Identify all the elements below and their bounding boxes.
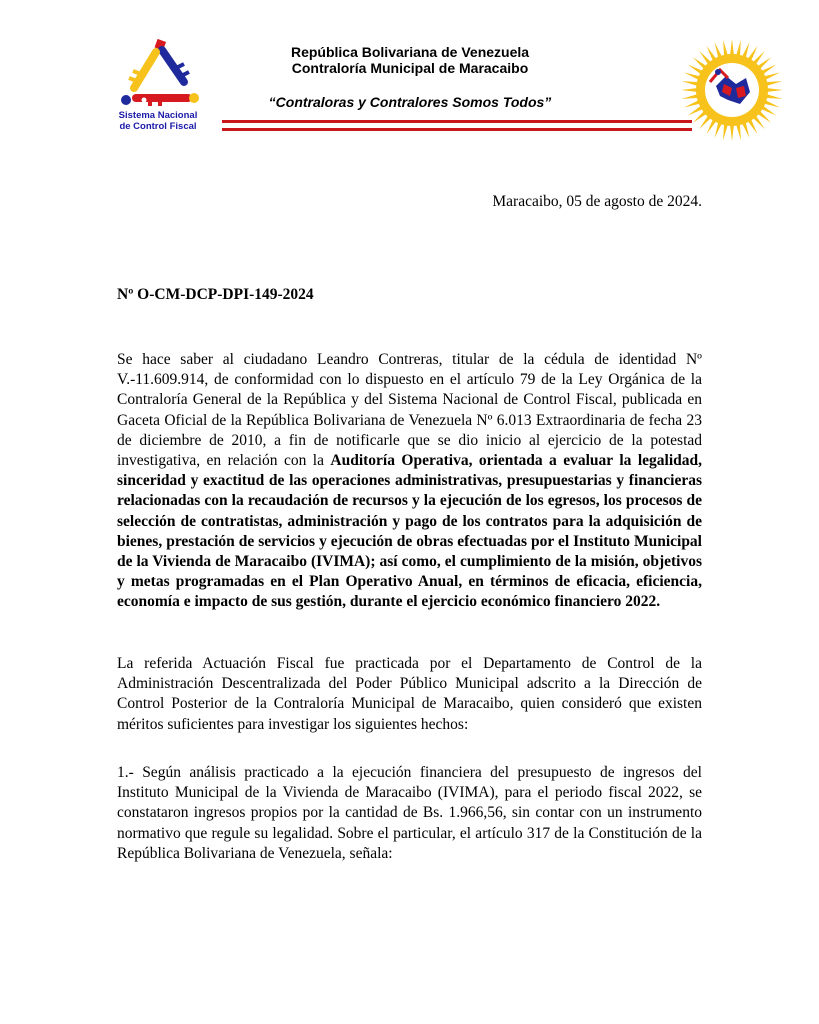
letterhead-titles [240, 44, 580, 110]
document-date: Maracaibo, 05 de agosto de 2024. [492, 193, 702, 210]
header-rule-bottom [222, 128, 692, 131]
contraloria-seal-logo [680, 38, 784, 142]
audit-scope-bold: Auditoría Operativa, orientada a evaluar la legalidad, sinceridad y exactitud de las operaciones administrativas, presupuestarias y financieras relacionadas con la recaudación de recursos y la ejecución de los egresos, los procesos de selección de contratistas, administración y pago de los contratos para la adquisición de bienes, prestación de servicios y ejecución de obras efectuadas por el Instituto Municipal de la Vivienda de Maracaibo (IVIMA); así como, el cumplimiento de la misión, objetivos y metas programadas en el Plan Operativo Anual, en términos de eficacia, eficiencia, economía e impacto de sus gestión, durante el ejercicio económico financiero 2022. [117, 452, 702, 611]
notification-intro: Se hace saber al ciudadano Leandro Contreras, titular de la cédula de identidad Nº V.-11.609.914, de conformidad con lo dispuesto en el artículo 79 de la Ley Orgánica de la Contraloría General de la República y del Sistema Nacional de Control Fiscal, publicada en Gaceta Oficial de la República Bolivariana de Venezuela Nº 6.013 Extraordinaria de fecha 23 de diciembre de 2010, a fin de notificarle que se dio inicio al ejercicio de la potestad investigativa, en relación con la [117, 351, 702, 470]
sun-ray [681, 88, 698, 92]
title-contraloria: Contraloría Municipal de Maracaibo [291, 60, 529, 76]
fiscal-action-paragraph: La referida Actuación Fiscal fue practicada por el Departamento de Control de la Administración Descentralizada del Poder Público Municipal adscrito a la Dirección de Control Posterior de la Contraloría Municipal de Maracaibo, quien consideró que existen méritos suficientes para investigar los siguientes hechos: [117, 655, 702, 733]
motto: “Contraloras y Contralores Somos Todos” [268, 94, 552, 110]
notification-paragraph [117, 350, 702, 613]
sun-ray [730, 124, 734, 141]
finding-1-paragraph: 1.- Según análisis practicado a la ejecución financiera del presupuesto de ingresos del Instituto Municipal de la Vivienda de Maracaibo (IVIMA), para el periodo fiscal 2022, se constataron ingresos propios por la cantidad de Bs. 1.966,56, sin contar con un instrumento normativo que regule su legalidad. Sobre el particular, el artículo 317 de la Constitución de la República Bolivariana de Venezuela, señala: [117, 764, 702, 862]
sun-ray [766, 88, 783, 92]
reference-number: Nº O-CM-DCP-DPI-149-2024 [117, 286, 314, 303]
title-republic: República Bolivariana de Venezuela [290, 44, 530, 60]
sun-seal-icon [680, 38, 784, 142]
sncf-logo [108, 38, 208, 148]
letterhead [0, 0, 819, 160]
key-triangle-icon [114, 38, 202, 110]
sncf-logo-line2: de Control Fiscal [119, 121, 197, 132]
sun-ray [730, 39, 734, 56]
header-rule-top [222, 120, 692, 123]
sncf-logo-line1: Sistema Nacional [118, 110, 198, 121]
